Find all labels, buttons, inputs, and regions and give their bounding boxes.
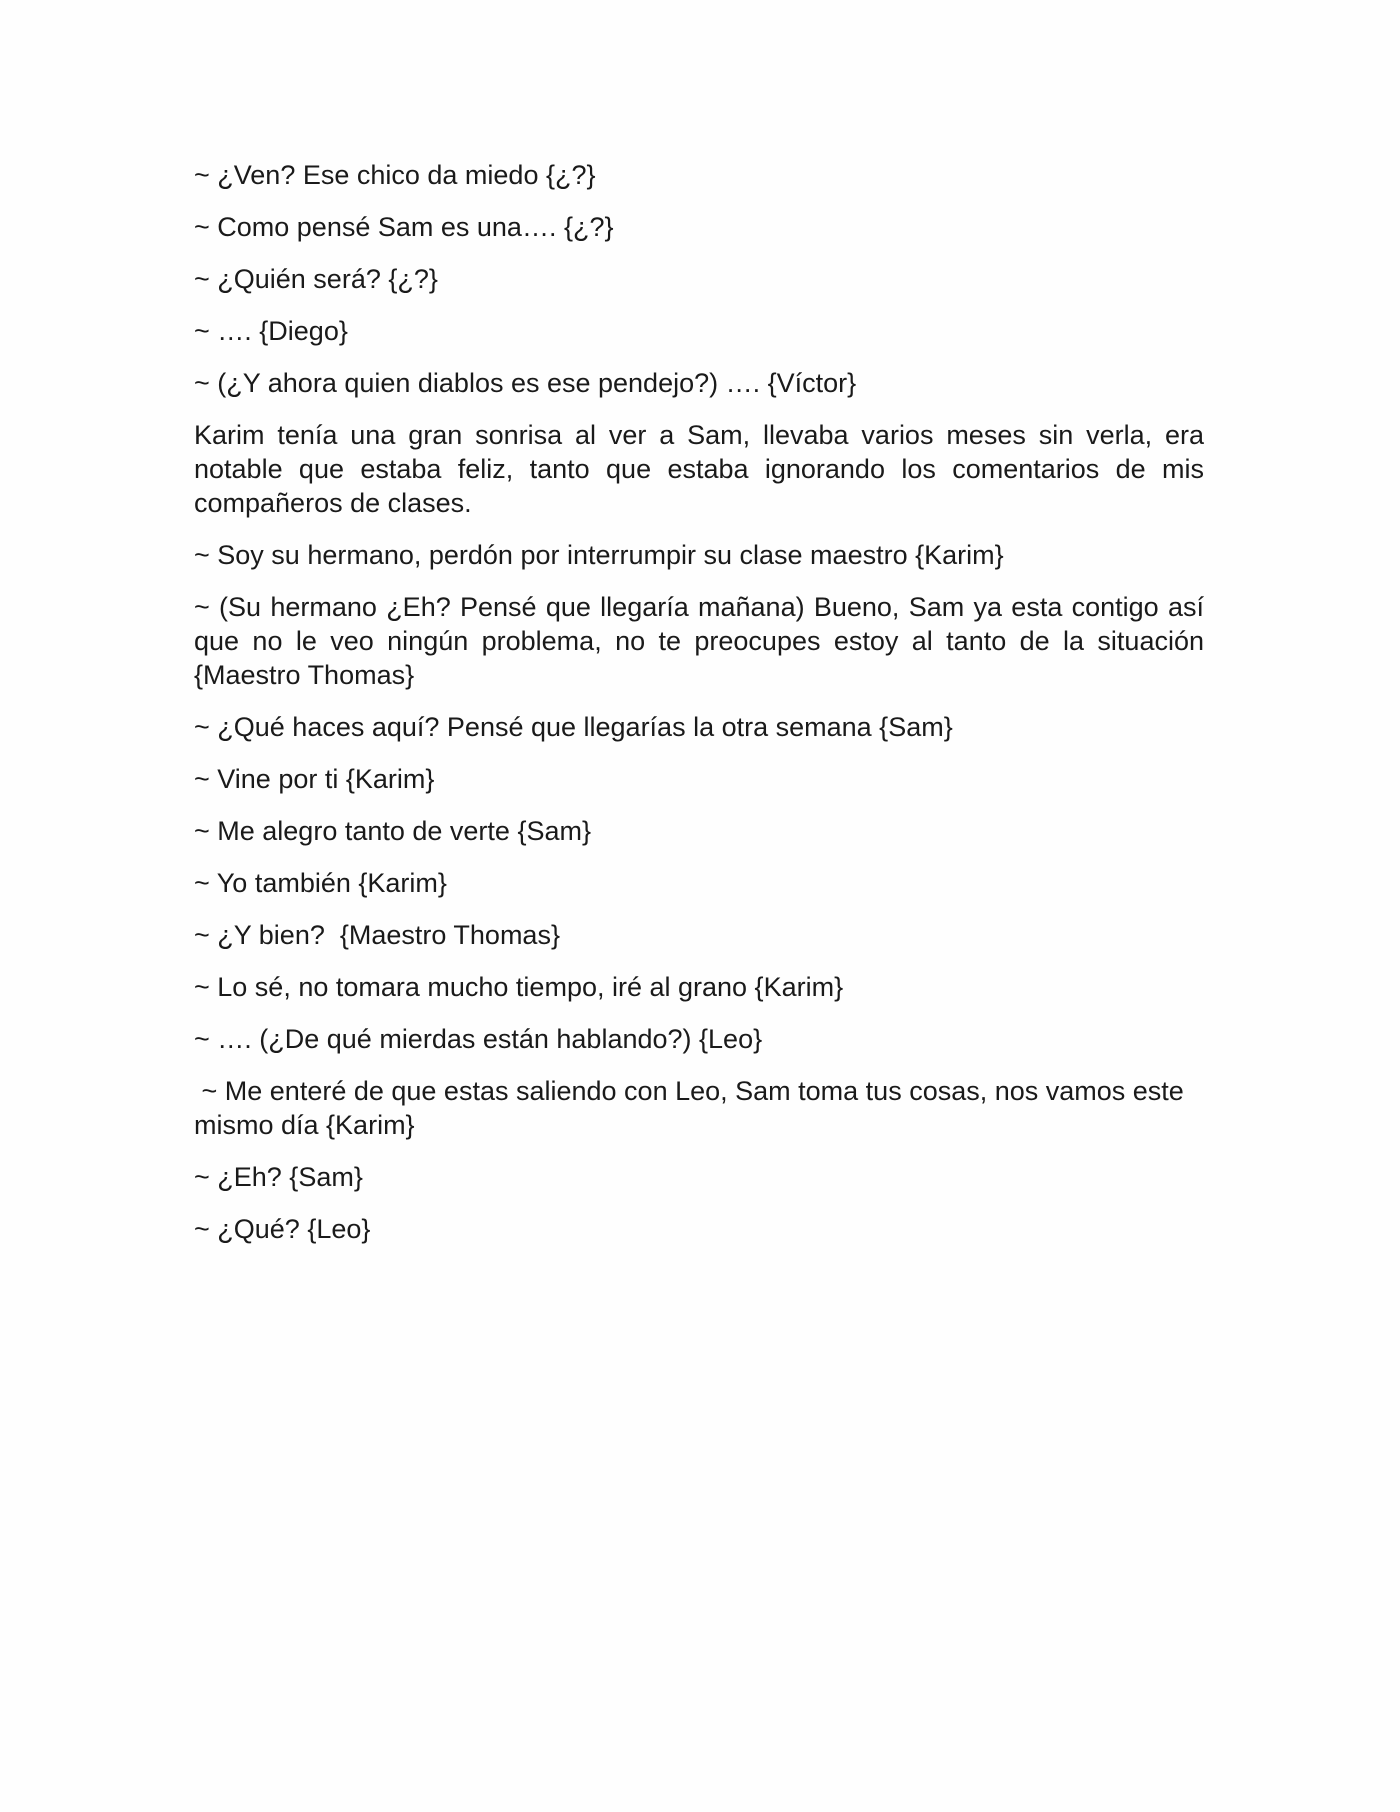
dialogue-line: ~ …. (¿De qué mierdas están hablando?) {Leo}	[194, 1024, 763, 1054]
dialogue-line: ~ Lo sé, no tomara mucho tiempo, iré al grano {Karim}	[194, 972, 844, 1002]
dialogue-line: ~ …. {Diego}	[194, 316, 348, 346]
narrative-paragraph: Karim tenía una gran sonrisa al ver a Sam, llevaba varios meses sin verla, era notable que estaba feliz, tanto que estaba ignorando los comentarios de mis compañeros de clases.	[194, 420, 1212, 518]
dialogue-line: ~ Vine por ti {Karim}	[194, 764, 435, 794]
dialogue-line: ~ Yo también {Karim}	[194, 868, 447, 898]
document-body	[194, 158, 1212, 1264]
dialogue-line: ~ ¿Qué? {Leo}	[194, 1214, 371, 1244]
dialogue-line: ~ ¿Qué haces aquí? Pensé que llegarías la otra semana {Sam}	[194, 712, 953, 742]
dialogue-line: ~ ¿Quién será? {¿?}	[194, 264, 438, 294]
dialogue-line: ~ ¿Ven? Ese chico da miedo {¿?}	[194, 160, 596, 190]
dialogue-line: ~ (¿Y ahora quien diablos es ese pendejo?) …. {Víctor}	[194, 368, 857, 398]
dialogue-line: ~ ¿Y bien? {Maestro Thomas}	[194, 920, 560, 950]
dialogue-line: ~ Me alegro tanto de verte {Sam}	[194, 816, 591, 846]
dialogue-line: ~ Me enteré de que estas saliendo con Leo, Sam toma tus cosas, nos vamos este mismo día {Karim}	[194, 1076, 1192, 1140]
dialogue-line: ~ Soy su hermano, perdón por interrumpir su clase maestro {Karim}	[194, 540, 1004, 570]
dialogue-line: ~ ¿Eh? {Sam}	[194, 1162, 363, 1192]
dialogue-line: ~ (Su hermano ¿Eh? Pensé que llegaría mañana) Bueno, Sam ya esta contigo así que no le veo ningún problema, no te preocupes estoy al tanto de la situación {Maestro Thomas}	[194, 592, 1212, 690]
dialogue-line: ~ Como pensé Sam es una…. {¿?}	[194, 212, 614, 242]
